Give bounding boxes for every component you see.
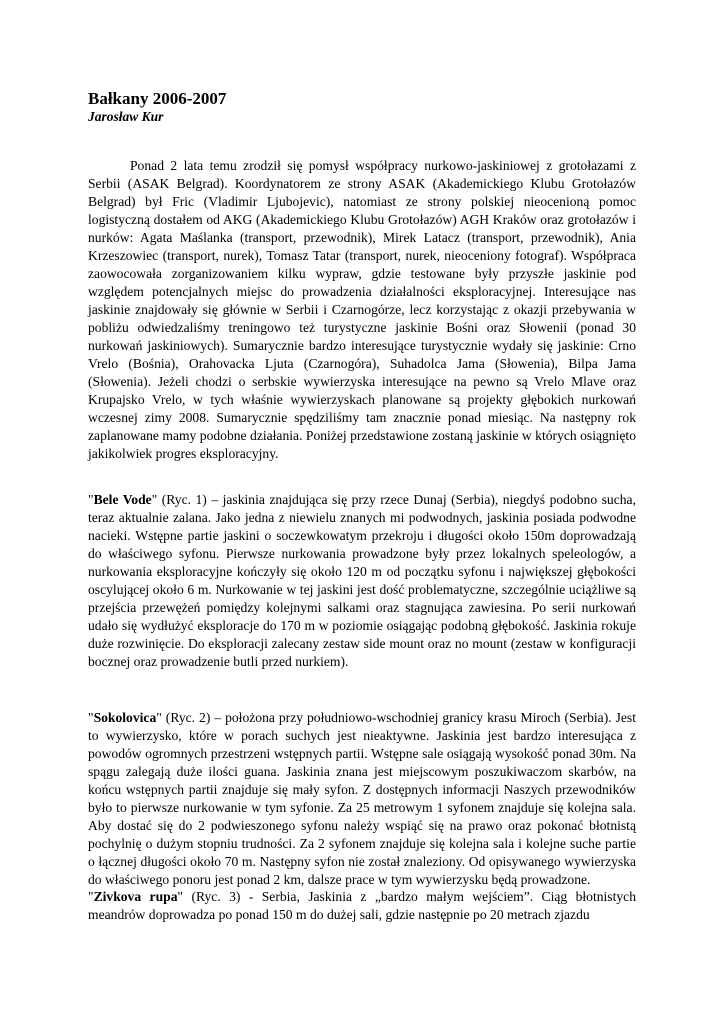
cave-name-sokolovica: Sokolovica: [93, 710, 157, 725]
section-paragraph-sokolovica: [88, 709, 636, 889]
section-body: (Ryc. 2) – położona przy południowo-wschodniej granicy krasu Miroch (Serbia). Jest to wywierzysko, które w porach suchych jest nieaktywne. Jaskinia jest bardzo interesująca z powodów ogromnych przestrzeni wstępnych partii. Wstępne sale osiągają wysokość ponad 30m. Na spągu zalegają duże ilości guana. Jaskinia znana jest miejscowym poszukiwaczom skarbów, na końcu wstępnych partii znajduje się mały syfon. Z dostępnych informacji Naszych przewodników było to pierwsze nurkowanie w tym syfonie. Za 25 metrowym 1 syfonem znajduje się kolejna sala. Aby dostać się do 2 podwieszonego syfonu należy wspiąć się na prawo oraz pokonać błotnistą pochylnię o dużym stopniu trudności. Za 2 syfonem znajduje się kolejna sala i kolejne suche partie o łącznej długości około 70 m. Następny syfon nie został znaleziony. Od opisywanego wywierzyska do właściwego ponoru jest ponad 2 km, dalsze prace w tym wywierzysku będą prowadzone.: [88, 710, 636, 887]
author-name: Jarosław Kur: [88, 109, 164, 124]
cave-name-bele-vode: Bele Vode: [93, 492, 152, 507]
close-quote: ": [177, 889, 184, 904]
cave-name-zivkova-rupa: Zivkova rupa: [93, 889, 178, 904]
intro-paragraph: Ponad 2 lata temu zrodził się pomysł współpracy nurkowo-jaskiniowej z grotołazami z Serbii (ASAK Belgrad). Koordynatorem ze strony ASAK (Akademickiego Klubu Grotołazów Belgrad) był Fric (Vladimir Ljubojevic), natomiast ze strony polskiej nieocenioną pomoc logistyczną dostałem od AKG (Akademickiego Klubu Grotołazów) AGH Kraków oraz grotołazów i nurków: Agata Maślanka (transport, przewodnik), Mirek Latacz (transport, przewodnik), Ania Krzeszowiec (transport, nurek), Tomasz Tatar (transport, nurek, nieoceniony fotograf). Współpraca zaowocowała zorganizowaniem kilku wypraw, gdzie testowane były przyszłe jaskinie pod względem potencjalnych miejsc do prowadzenia działalności eksploracyjnej. Interesujące nas jaskinie znajdowały się głównie w Serbii i Czarnogórze, lecz korzystając z okazji przebywania w pobliżu odwiedzaliśmy treningowo też turystyczne jaskinie Bośni oraz Słowenii (ponad 30 nurkowań jaskiniowych). Sumarycznie bardzo interesujące turystycznie wydały się jaskinie: Crno Vrelo (Bośnia), Orahovacka Ljuta (Czarnogóra), Suhadolca Jama (Słowenia), Bilpa Jama (Słowenia). Jeżeli chodzi o serbskie wywierzyska interesujące na pewno są Vrelo Mlave oraz Krupajsko Vrelo, w tych właśnie wywierzyskach planowane są projekty głębokich nurkowań wczesnej zimy 2008. Sumarycznie spędziliśmy tam znacznie ponad miesiąc. Na następny rok zaplanowane mamy podobne działania. Poniżej przedstawione zostaną jaskinie w których osiągnięto jakikolwiek progres eksploracyjny.: [88, 158, 636, 461]
document-title: Bałkany 2006-2007: [88, 89, 227, 108]
open-quote: ": [88, 889, 94, 904]
open-quote: ": [88, 710, 94, 725]
close-quote: ": [151, 492, 158, 507]
section-body: (Ryc. 3) - Serbia, Jaskinia z „bardzo małym wejściem”. Ciąg błotnistych meandrów doprowadza po ponad 150 m do dużej sali, gdzie następnie po 20 metrach zjazdu: [88, 889, 636, 922]
open-quote: ": [88, 492, 94, 507]
close-quote: ": [156, 710, 162, 725]
section-paragraph-bele-vode: [88, 491, 636, 671]
section-paragraph-zivkova-rupa: [88, 888, 636, 924]
section-body: (Ryc. 1) – jaskinia znajdująca się przy rzece Dunaj (Serbia), niegdyś podobno sucha, teraz aktualnie zalana. Jako jedna z niewielu znanych mi podwodnych, jaskinia posiada podwodne nacieki. Wstępne partie jaskini o soczewkowatym przekroju i długości około 150m doprowadzają do właściwego syfonu. Pierwsze nurkowania prowadzone były przez lokalnych speleologów, a nurkowania eksploracyjne kończyły się około 120 m od początku syfonu i największej głębokości oscylującej około 6 m. Nurkowanie w tej jaskini jest dość problematyczne, szczególnie uciążliwe są przejścia przewężeń pomiędzy kolejnymi salkami oraz stagnująca zawiesina. Po serii nurkowań udało się wydłużyć eksploracje do 170 m w poziomie osiągając podobną głębokość. Jaskinia rokuje duże rozwinięcie. Do eksploracji zalecany zestaw side mount oraz no mount (zestaw w konfiguracji bocznej oraz prowadzenie butli przed nurkiem).: [88, 492, 636, 669]
